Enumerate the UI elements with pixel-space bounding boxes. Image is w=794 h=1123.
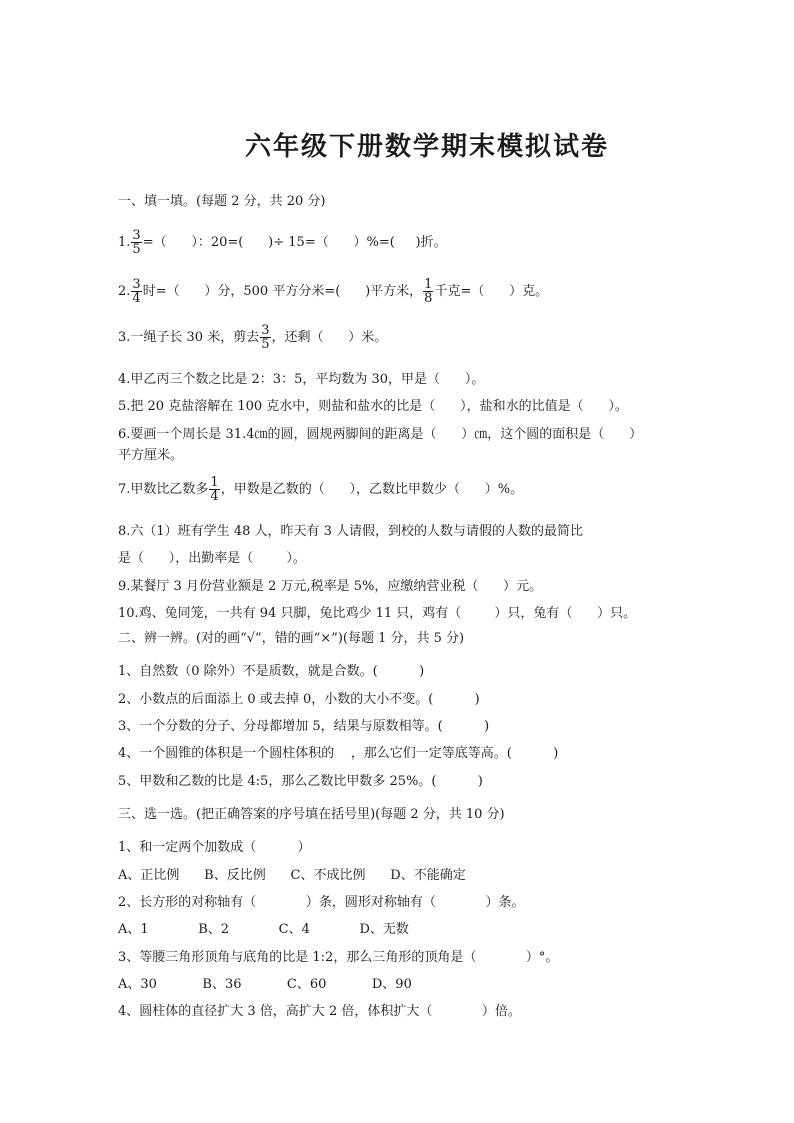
fraction-numerator: 3 bbox=[132, 228, 141, 243]
fraction-denominator: 8 bbox=[424, 291, 433, 306]
question-1-2 bbox=[118, 274, 718, 310]
fraction-denominator: 4 bbox=[210, 489, 219, 504]
q2-text-end: 千克=（ ）克。 bbox=[434, 284, 549, 299]
judge-item-2: 2、小数点的后面添上 0 或去掉 0，小数的大小不变。( ) bbox=[118, 692, 480, 707]
section1-heading: 一、填一填。(每题 2 分，共 20 分) bbox=[118, 194, 326, 209]
choice-options-3: A、30 B、36 C、60 D、90 bbox=[118, 977, 412, 992]
question-1-8-line2: 是（ ），出勤率是（ ）。 bbox=[118, 551, 306, 566]
judge-item-4: 4、一个圆锥的体积是一个圆柱体积的 ，那么它们一定等底等高。( ) bbox=[118, 746, 559, 761]
fraction-numerator: 3 bbox=[261, 323, 270, 338]
fraction bbox=[209, 476, 219, 503]
question-1-5: 5.把 20 克盐溶解在 100 克水中，则盐和盐水的比是（ ），盐和水的比值是（ ）。 bbox=[118, 399, 628, 414]
judge-item-5: 5、甲数和乙数的比是 4:5，那么乙数比甲数多 25%。( ) bbox=[118, 774, 483, 789]
judge-item-3: 3、一个分数的分子、分母都增加 5，结果与原数相等。( ) bbox=[118, 719, 490, 734]
fraction bbox=[131, 229, 141, 256]
q3-prefix: 3.一绳子长 30 米，剪去 bbox=[118, 330, 260, 345]
fraction-denominator: 5 bbox=[261, 337, 270, 352]
fraction-denominator: 5 bbox=[132, 242, 141, 257]
q2-text: 时=（ ）分，500 平方分米=( )平方米， bbox=[142, 284, 423, 299]
fraction-denominator: 4 bbox=[132, 291, 141, 306]
fraction-numerator: 1 bbox=[424, 277, 433, 292]
question-1-7 bbox=[118, 472, 718, 508]
question-1-10: 10.鸡、兔同笼，一共有 94 只脚，兔比鸡少 11 只，鸡有（ ）只，兔有（ ）只。 bbox=[118, 606, 637, 621]
question-1-9: 9.某餐厅 3 月份营业额是 2 万元,税率是 5%，应缴纳营业税（ ）元。 bbox=[118, 579, 543, 594]
fraction-numerator: 1 bbox=[210, 475, 219, 490]
q7-prefix: 7.甲数比乙数多 bbox=[118, 482, 209, 497]
fraction bbox=[423, 278, 433, 305]
question-1-6-line2: 平方厘米。 bbox=[118, 448, 184, 463]
judge-item-1: 1、自然数（0 除外）不是质数，就是合数。( ) bbox=[118, 664, 425, 679]
choice-question-1: 1、和一定两个加数成（ ） bbox=[118, 840, 311, 855]
section2-heading: 二、辨一辨。(对的画“√”，错的画“×”)(每题 1 分，共 5 分) bbox=[118, 631, 465, 646]
question-1-1 bbox=[118, 225, 718, 261]
choice-options-2: A、1 B、2 C、4 D、无数 bbox=[118, 922, 409, 937]
q1-prefix: 1. bbox=[118, 235, 131, 250]
question-1-4: 4.甲乙丙三个数之比是 2：3：5，平均数为 30，甲是（ ）。 bbox=[118, 372, 485, 387]
fraction bbox=[131, 278, 141, 305]
q3-text: ，还剩（ ）米。 bbox=[271, 330, 388, 345]
q1-text: =（ ）：20=( )÷ 15=（ ）%=( )折。 bbox=[142, 235, 447, 250]
q7-text: ，甲数是乙数的（ ），乙数比甲数少（ ）%。 bbox=[220, 482, 524, 497]
section3-heading: 三、选一选。(把正确答案的序号填在括号里)(每题 2 分，共 10 分) bbox=[118, 807, 505, 822]
choice-question-3: 3、等腰三角形顶角与底角的比是 1:2，那么三角形的顶角是（ ）°。 bbox=[118, 950, 559, 965]
fraction bbox=[260, 324, 270, 351]
choice-question-2: 2、长方形的对称轴有（ ）条，圆形对称轴有（ ）条。 bbox=[118, 895, 525, 910]
question-1-3 bbox=[118, 320, 718, 356]
choice-question-4: 4、圆柱体的直径扩大 3 倍，高扩大 2 倍，体积扩大（ ）倍。 bbox=[118, 1004, 521, 1019]
q2-prefix: 2. bbox=[118, 284, 131, 299]
page-title: 六年级下册数学期末模拟试卷 bbox=[244, 132, 609, 162]
question-1-8-line1: 8.六（1）班有学生 48 人，昨天有 3 人请假，到校的人数与请假的人数的最简比 bbox=[118, 524, 584, 539]
fraction-numerator: 3 bbox=[132, 277, 141, 292]
question-1-6-line1: 6.要画一个周长是 31.4㎝的圆，圆规两脚间的距离是（ ）㎝，这个圆的面积是（ ） bbox=[118, 427, 643, 442]
choice-options-1: A、正比例 B、反比例 C、不成比例 D、不能确定 bbox=[118, 868, 466, 883]
